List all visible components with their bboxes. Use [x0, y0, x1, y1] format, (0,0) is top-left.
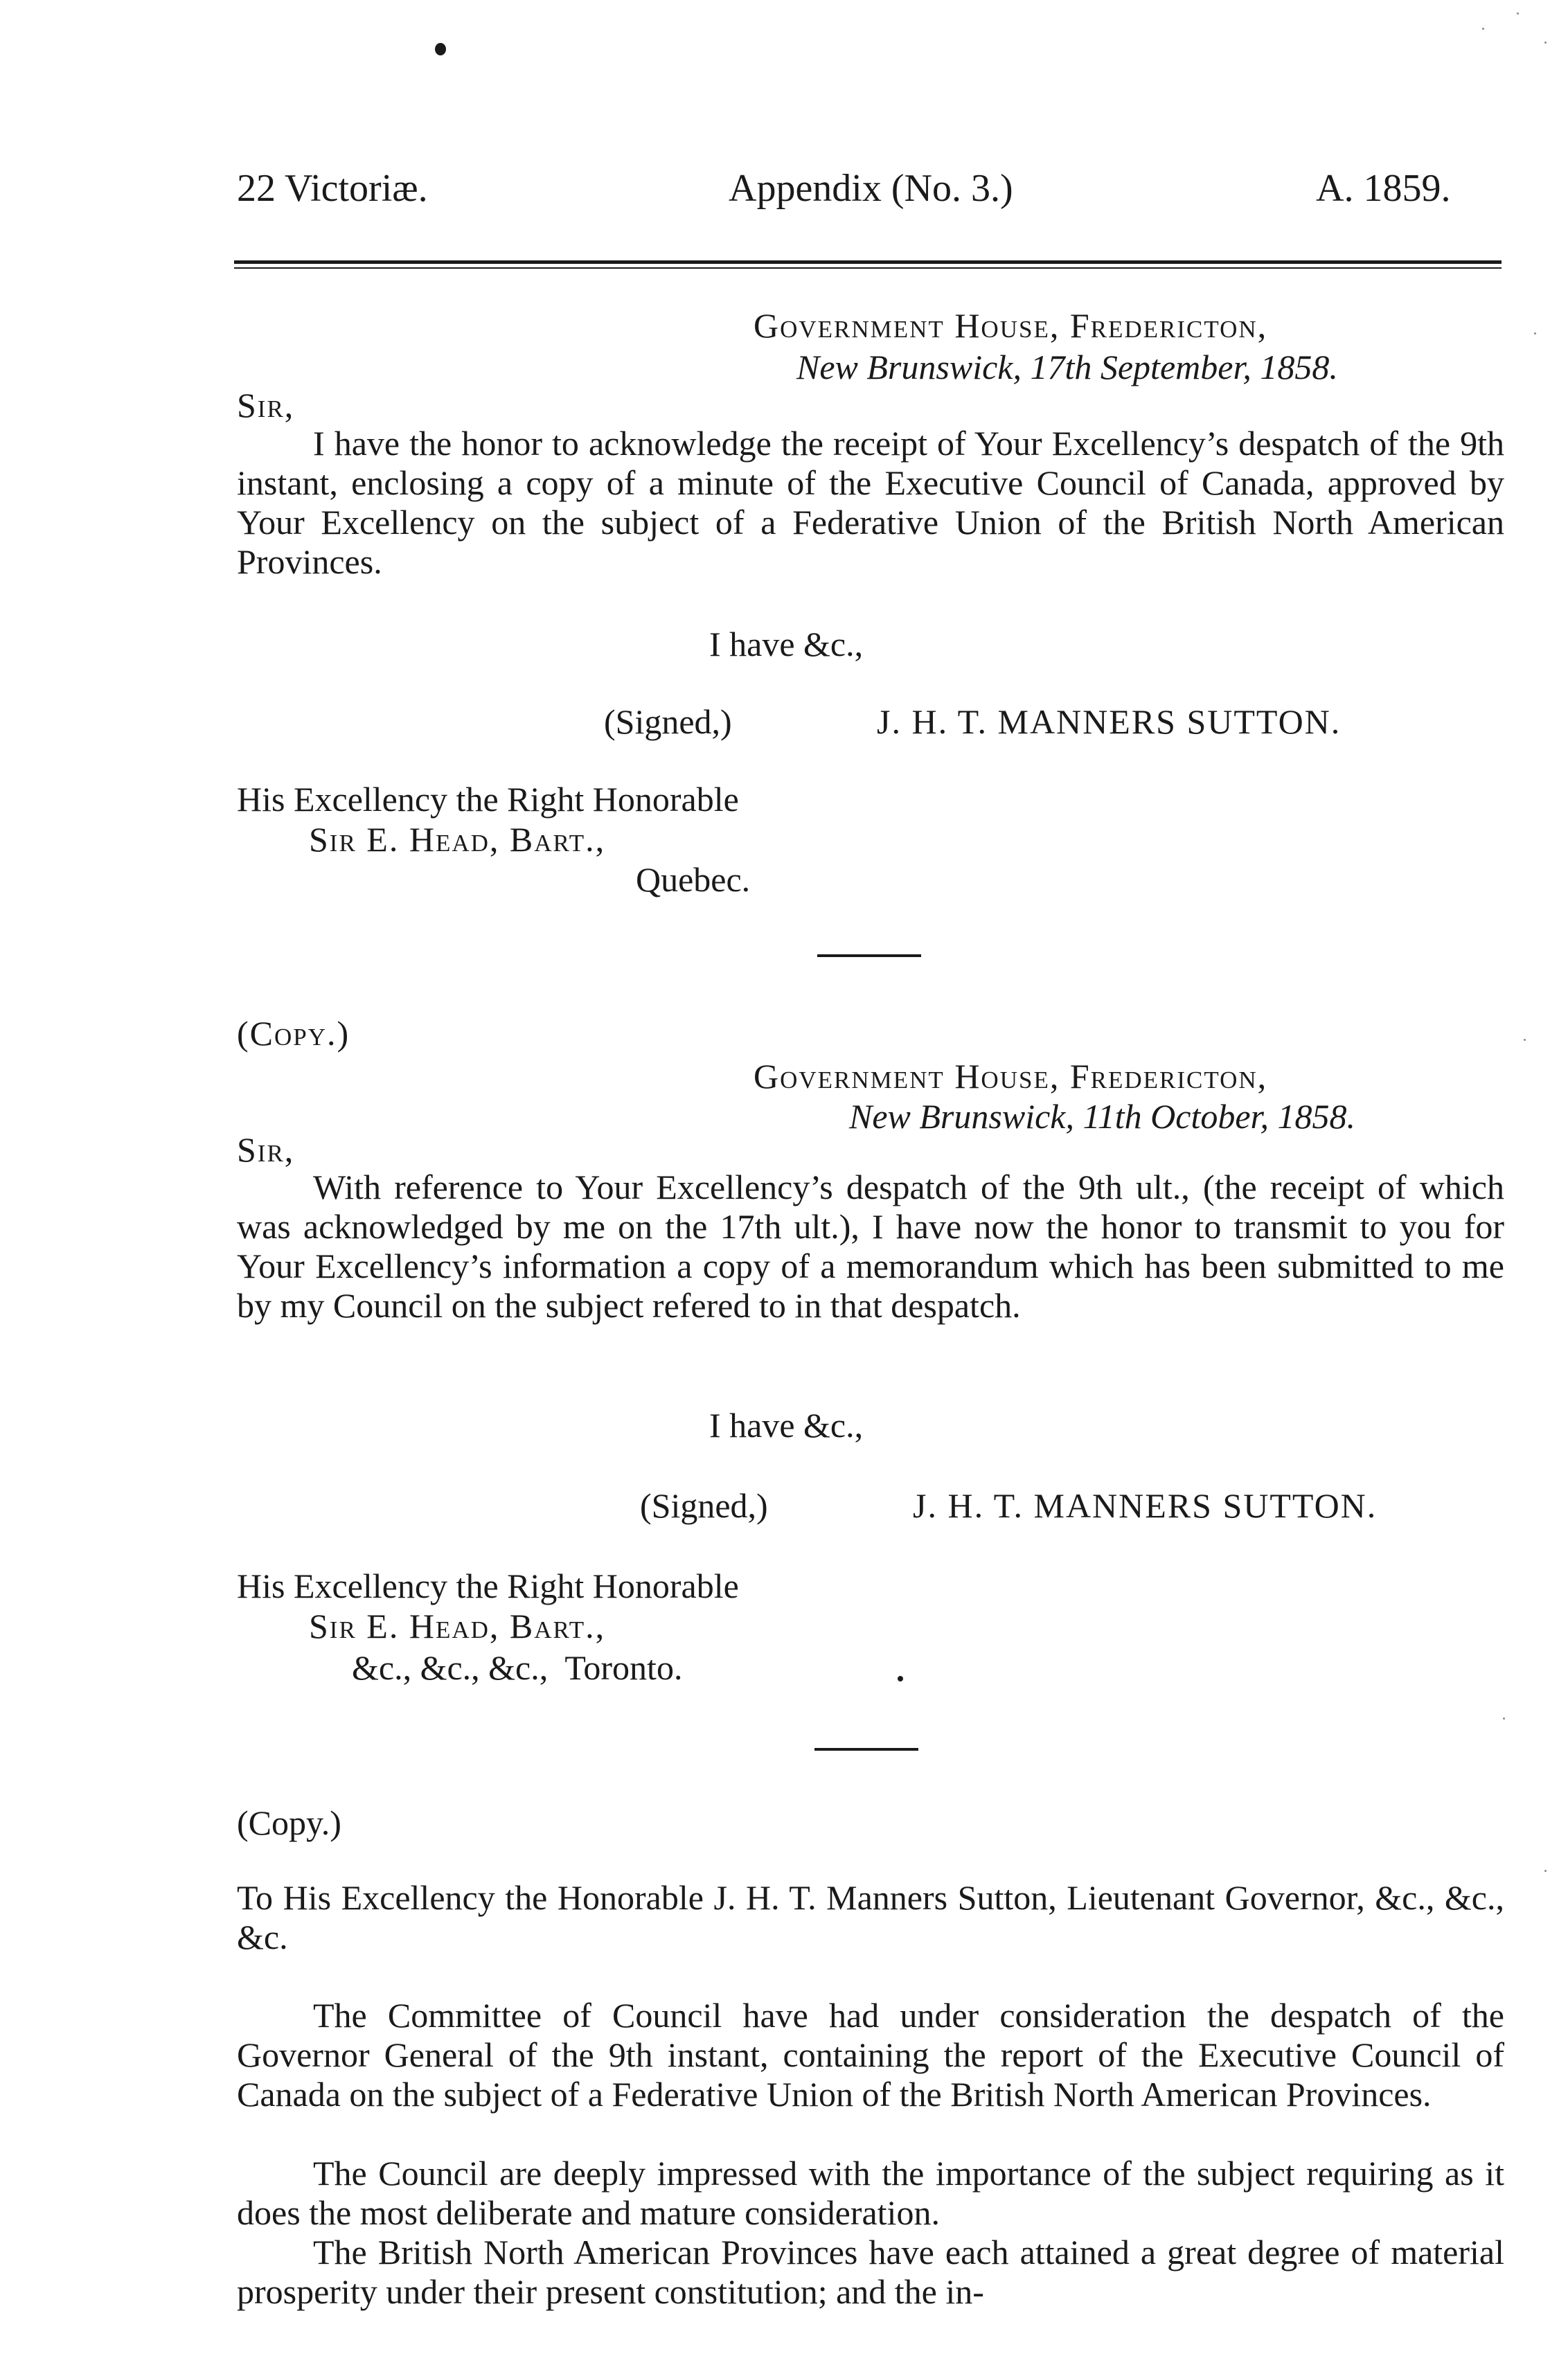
letter1-date: New Brunswick, 17th September, 1858.	[796, 348, 1338, 386]
letter1-body-text: I have the honor to acknowledge the receipt of Your Excellency’s despatch of the 9th instant, enclosing a copy of a minute of the Executive Council of Canada, approved by Your Excellency on the subject of a Federative Union of the British North American Provinces.	[237, 424, 1504, 581]
letter2-addressee-2: Sir E. Head, Bart.,	[309, 1607, 606, 1645]
separator-rule	[817, 954, 921, 957]
letter2-closing: I have &c.,	[709, 1406, 864, 1445]
memo-para-3-text: The British North American Provinces have each attained a great degree of material prosperity under their present constitution; and the in-	[237, 2233, 1504, 2311]
letter1-addressee-1: His Excellency the Right Honorable	[237, 780, 739, 819]
separator-rule	[814, 1748, 918, 1751]
speck	[1482, 28, 1484, 30]
header-left: 22 Victoriæ.	[237, 167, 428, 210]
letter2-addressee-1: His Excellency the Right Honorable	[237, 1567, 739, 1605]
speck	[1544, 1870, 1547, 1872]
letter1-signed: (Signed,)	[604, 702, 732, 741]
letter2-addressee-3: &c., &c., &c., Toronto.	[352, 1648, 683, 1687]
memo-to-line	[237, 1878, 1504, 1957]
memo-para-3	[237, 2233, 1504, 2312]
letter2-salutation: Sir,	[237, 1130, 295, 1169]
header-center: Appendix (No. 3.)	[729, 167, 1013, 210]
letter1-signature: J. H. T. MANNERS SUTTON.	[877, 702, 1342, 741]
memo-para-1-text: The Committee of Council have had under consideration the despatch of the Governor General of the 9th instant, containing the report of the Executive Council of Canada on the subject of a Federative Union of the British North American Provinces.	[237, 1996, 1504, 2114]
letter2-place: Government House, Fredericton,	[754, 1057, 1268, 1096]
letter1-addressee-3: Quebec.	[636, 860, 751, 899]
letter2-body-text: With reference to Your Excellency’s despatch of the 9th ult., (the receipt of which was acknowledged by me on the 17th ult.), I have now the honor to transmit to you for Your Excellency’s information a copy of a memorandum which has been submitted to me by my Council on the subject refered to in that despatch.	[237, 1168, 1504, 1325]
letter1-body	[237, 424, 1504, 582]
letter1-salutation: Sir,	[237, 386, 295, 425]
memo-to-text: To His Excellency the Honorable J. H. T. Manners Sutton, Lieutenant Governor, &c., &c., &c.	[237, 1878, 1504, 1956]
letter2-body	[237, 1168, 1504, 1326]
speck	[1544, 42, 1547, 44]
memo-para-2-text: The Council are deeply impressed with the importance of the subject requiring as it does the most deliberate and mature consideration.	[237, 2154, 1504, 2232]
speck	[1503, 1717, 1505, 1720]
header-right: A. 1859.	[1316, 167, 1451, 210]
letter1-addressee-2: Sir E. Head, Bart.,	[309, 820, 606, 859]
letter2-signed: (Signed,)	[640, 1486, 768, 1525]
memo-para-1	[237, 1996, 1504, 2114]
letter2-signature: J. H. T. MANNERS SUTTON.	[913, 1486, 1378, 1525]
memo-para-2	[237, 2154, 1504, 2233]
memo-copy-label: (Copy.)	[237, 1803, 341, 1842]
letter1-place: Government House, Fredericton,	[754, 306, 1268, 345]
ink-dot	[898, 1676, 903, 1681]
ink-dot	[435, 43, 446, 55]
speck	[1524, 1039, 1526, 1041]
header-double-rule	[234, 260, 1502, 269]
letter2-date: New Brunswick, 11th October, 1858.	[849, 1097, 1355, 1136]
letter2-copy-label: (Copy.)	[237, 1014, 350, 1053]
speck	[1534, 332, 1536, 334]
speck	[1517, 12, 1519, 15]
letter1-closing: I have &c.,	[709, 625, 864, 663]
